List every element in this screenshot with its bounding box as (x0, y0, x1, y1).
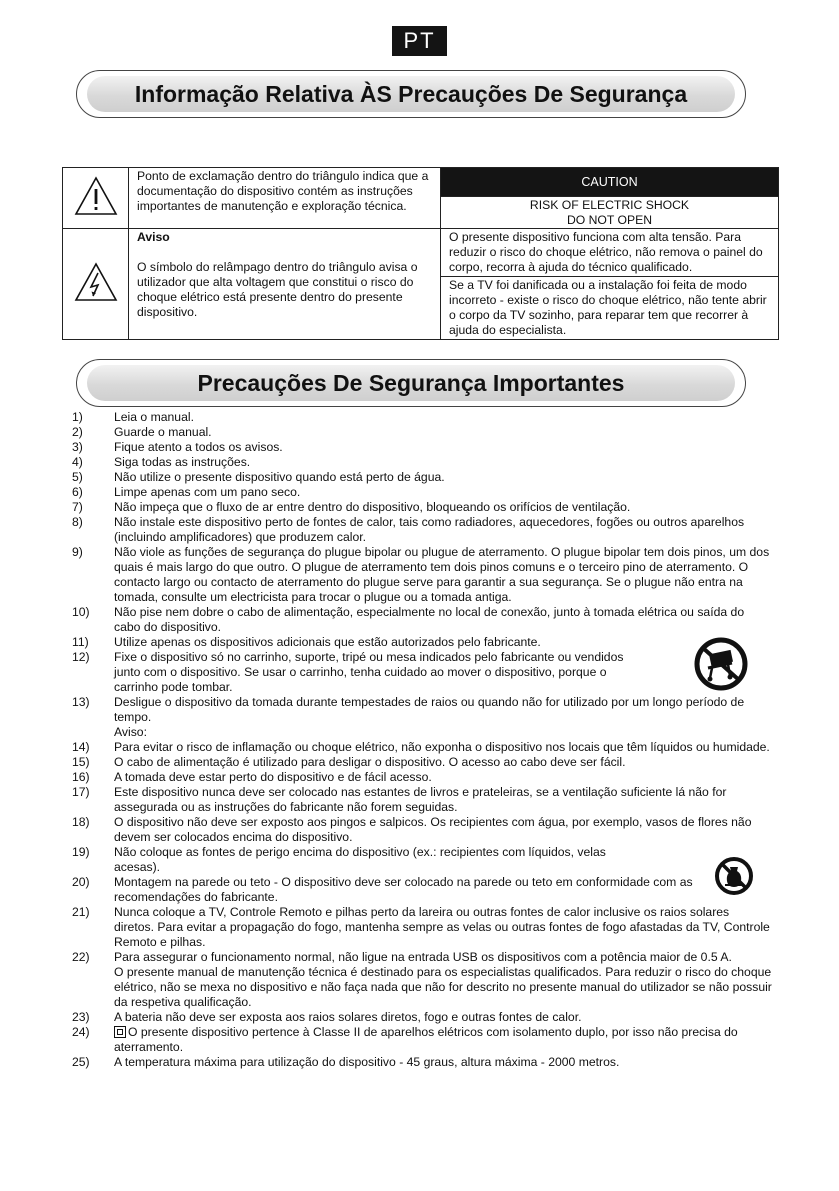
list-item (72, 755, 772, 770)
list-item (72, 875, 772, 905)
list-item (72, 470, 772, 485)
item-number: 9) (72, 545, 83, 559)
item-text: Leia o manual. (114, 410, 194, 424)
section-banner-important-precautions (76, 359, 746, 407)
item-text: Não instale este dispositivo perto de fontes de calor, tais como radiadores, aquecedores, fogões ou outros aparelhos (incluindo amplificadores) que produzem calor. (114, 515, 745, 544)
safety-rules-list (72, 410, 772, 1070)
list-item (72, 770, 772, 785)
list-item (72, 635, 772, 650)
section-banner-safety-info (76, 70, 746, 118)
caution-title: CAUTION (441, 168, 778, 197)
item-text: Utilize apenas os dispositivos adicionais que estão autorizados pelo fabricante. (114, 635, 541, 649)
item-number: 21) (72, 905, 90, 919)
lightning-description: O símbolo do relâmpago dentro do triângulo avisa o utilizador que alta voltagem que constitui o risco do choque elétrico está presente dentro do presente dispositivo. (137, 260, 418, 319)
item-number: 14) (72, 740, 90, 754)
item-text: Montagem na parede ou teto - O dispositivo deve ser colocado na parede ou teto em conformidade com as recomendações do fabricante. (114, 875, 693, 904)
item-text: Guarde o manual. (114, 425, 212, 439)
item-number: 15) (72, 755, 90, 769)
item-text: Siga todas as instruções. (114, 455, 251, 469)
item-text: Este dispositivo nunca deve ser colocado nas estantes de livros e prateleiras, se a ventilação suficiente lá não for assegurada ou as instruções do fabricante não forem seguidas. (114, 785, 727, 814)
item-text: Não viole as funções de segurança do plugue bipolar ou plugue de aterramento. O plugue bipolar tem dois pinos, um dos quais é mais largo do que outro. O plugue de aterramento tem dois pinos comuns e o terceiro pino de aterramento. O contacto largo ou contacto de aterramento do plugue serve para garantir a sua segurança. Se o plugue não entra na tomada, consulte um electricista para trocar o plugue ou a tomada antiga. (114, 545, 770, 604)
item-number: 2) (72, 425, 83, 439)
list-item (72, 845, 772, 875)
list-item (72, 500, 772, 515)
item-text: A tomada deve estar perto do dispositivo e de fácil acesso. (114, 770, 432, 784)
item-number: 20) (72, 875, 90, 889)
item-text-group (114, 695, 772, 740)
item-number: 16) (72, 770, 90, 784)
item-number: 4) (72, 455, 83, 469)
caution-cell (441, 168, 779, 229)
item-text: Fixe o dispositivo só no carrinho, suporte, tripé ou mesa indicados pelo fabricante ou vendidos junto com o dispositivo. Se usar o carrinho, tenha cuidado ao mover o dispositivo, porque o carrinho pode tombar. (114, 650, 624, 694)
list-item (72, 815, 772, 845)
risk-line-2: DO NOT OPEN (566, 213, 653, 227)
item-note: Aviso: (114, 725, 147, 739)
item-number: 5) (72, 470, 83, 484)
item-text: Nunca coloque a TV, Controle Remoto e pilhas perto da lareira ou outras fontes de calor inclusive os raios solares diretos. Para evitar a propagação do fogo, mantenha sempre as velas ou outras fontes de fogo afastadas da TV, Controle Remoto e pilhas. (114, 905, 770, 949)
class-ii-double-insulation-icon (114, 1026, 126, 1038)
item-note: O presente manual de manutenção técnica é destinado para os especialistas qualificados. Para reduzir o risco do choque elétrico, não se mexa no dispositivo e não faça nada que não for descrito no presente manual do utilizador se não possuir da respetiva qualificação. (114, 965, 772, 1009)
item-number: 11) (72, 635, 89, 649)
item-text-group (114, 950, 772, 1010)
item-number: 18) (72, 815, 90, 829)
item-number: 1) (72, 410, 83, 424)
item-text: O cabo de alimentação é utilizado para desligar o dispositivo. O acesso ao cabo deve ser fácil. (114, 755, 626, 769)
list-item (72, 485, 772, 500)
item-number: 24) (72, 1025, 90, 1039)
section-title: Precauções De Segurança Importantes (87, 365, 735, 401)
item-number: 23) (72, 1010, 90, 1024)
list-item (72, 1010, 772, 1025)
list-item (72, 545, 772, 605)
list-item (72, 785, 772, 815)
list-item (72, 905, 772, 950)
warning-symbols-table (62, 167, 779, 340)
item-text: O dispositivo não deve ser exposto aos pingos e salpicos. Os recipientes com água, por exemplo, vasos de flores não devem ser colocados encima do dispositivo. (114, 815, 752, 844)
item-number: 3) (72, 440, 83, 454)
language-badge: PT (392, 26, 447, 56)
list-item (72, 1025, 772, 1055)
list-item (72, 1055, 772, 1070)
list-item (72, 605, 772, 635)
list-item (72, 740, 772, 755)
item-number: 6) (72, 485, 83, 499)
no-liquids-warning-icon (713, 855, 755, 897)
risk-line-1: RISK OF ELECTRIC SHOCK (529, 198, 690, 212)
list-item (72, 950, 772, 1010)
list-item (72, 425, 772, 440)
item-text-group (114, 1025, 772, 1055)
item-number: 25) (72, 1055, 90, 1069)
item-number: 19) (72, 845, 90, 859)
damaged-tv-description: Se a TV foi danificada ou a instalação foi feita de modo incorreto - existe o risco do choque elétrico, não tente abrir o corpo da TV sozinho, para reparar tem que recorrer à ajuda do especialista. (441, 277, 779, 340)
lightning-triangle-cell (63, 229, 129, 340)
item-text: Para evitar o risco de inflamação ou choque elétrico, não exponha o dispositivo nos locais que têm líquidos ou humidade. (114, 740, 770, 754)
item-number: 8) (72, 515, 83, 529)
item-text: Não utilize o presente dispositivo quando está perto de água. (114, 470, 445, 484)
item-number: 12) (72, 650, 90, 664)
list-item (72, 440, 772, 455)
list-item (72, 410, 772, 425)
cart-tip-over-warning-icon (690, 636, 752, 692)
item-number: 17) (72, 785, 90, 799)
item-number: 22) (72, 950, 90, 964)
item-text: Limpe apenas com um pano seco. (114, 485, 301, 499)
lightning-triangle-icon (74, 262, 118, 302)
item-text: Fique atento a todos os avisos. (114, 440, 283, 454)
exclamation-triangle-icon (74, 176, 118, 216)
item-text: Desligue o dispositivo da tomada durante tempestades de raios ou quando não for utilizado por um longo período de tempo. (114, 695, 745, 724)
exclamation-description: Ponto de exclamação dentro do triângulo indica que a documentação do dispositivo contém as instruções importantes de manutenção e exploração técnica. (129, 168, 441, 229)
item-text: O presente dispositivo pertence à Classe II de aparelhos elétricos com isolamento duplo, por isso não precisa do aterramento. (114, 1025, 738, 1054)
item-text: Não pise nem dobre o cabo de alimentação, especialmente no local de conexão, junto à tomada elétrica ou saída do cabo do dispositivo. (114, 605, 745, 634)
list-item (72, 455, 772, 470)
list-item (72, 515, 772, 545)
item-text: Não impeça que o fluxo de ar entre dentro do dispositivo, bloqueando os orifícios de ventilação. (114, 500, 631, 514)
item-number: 10) (72, 605, 90, 619)
aviso-label: Aviso (137, 230, 170, 244)
item-text: Para assegurar o funcionamento normal, não ligue na entrada USB os dispositivos com a potência maior de 0.5 A. (114, 950, 732, 964)
exclamation-triangle-cell (63, 168, 129, 229)
section-title: Informação Relativa ÀS Precauções De Segurança (87, 76, 735, 112)
high-voltage-description: O presente dispositivo funciona com alta tensão. Para reduzir o risco do choque elétrico, não remova o painel do corpo, recorra à ajuda do técnico qualificado. (441, 229, 779, 277)
item-number: 7) (72, 500, 83, 514)
item-number: 13) (72, 695, 90, 709)
list-item (72, 695, 772, 740)
item-text: Não coloque as fontes de perigo encima do dispositivo (ex.: recipientes com líquidos, velas acesas). (114, 845, 606, 874)
risk-label (441, 197, 778, 228)
item-text: A temperatura máxima para utilização do dispositivo - 45 graus, altura máxima - 2000 metros. (114, 1055, 620, 1069)
lightning-description-cell (129, 229, 441, 340)
list-item (72, 650, 772, 695)
item-text: A bateria não deve ser exposta aos raios solares diretos, fogo e outras fontes de calor. (114, 1010, 582, 1024)
